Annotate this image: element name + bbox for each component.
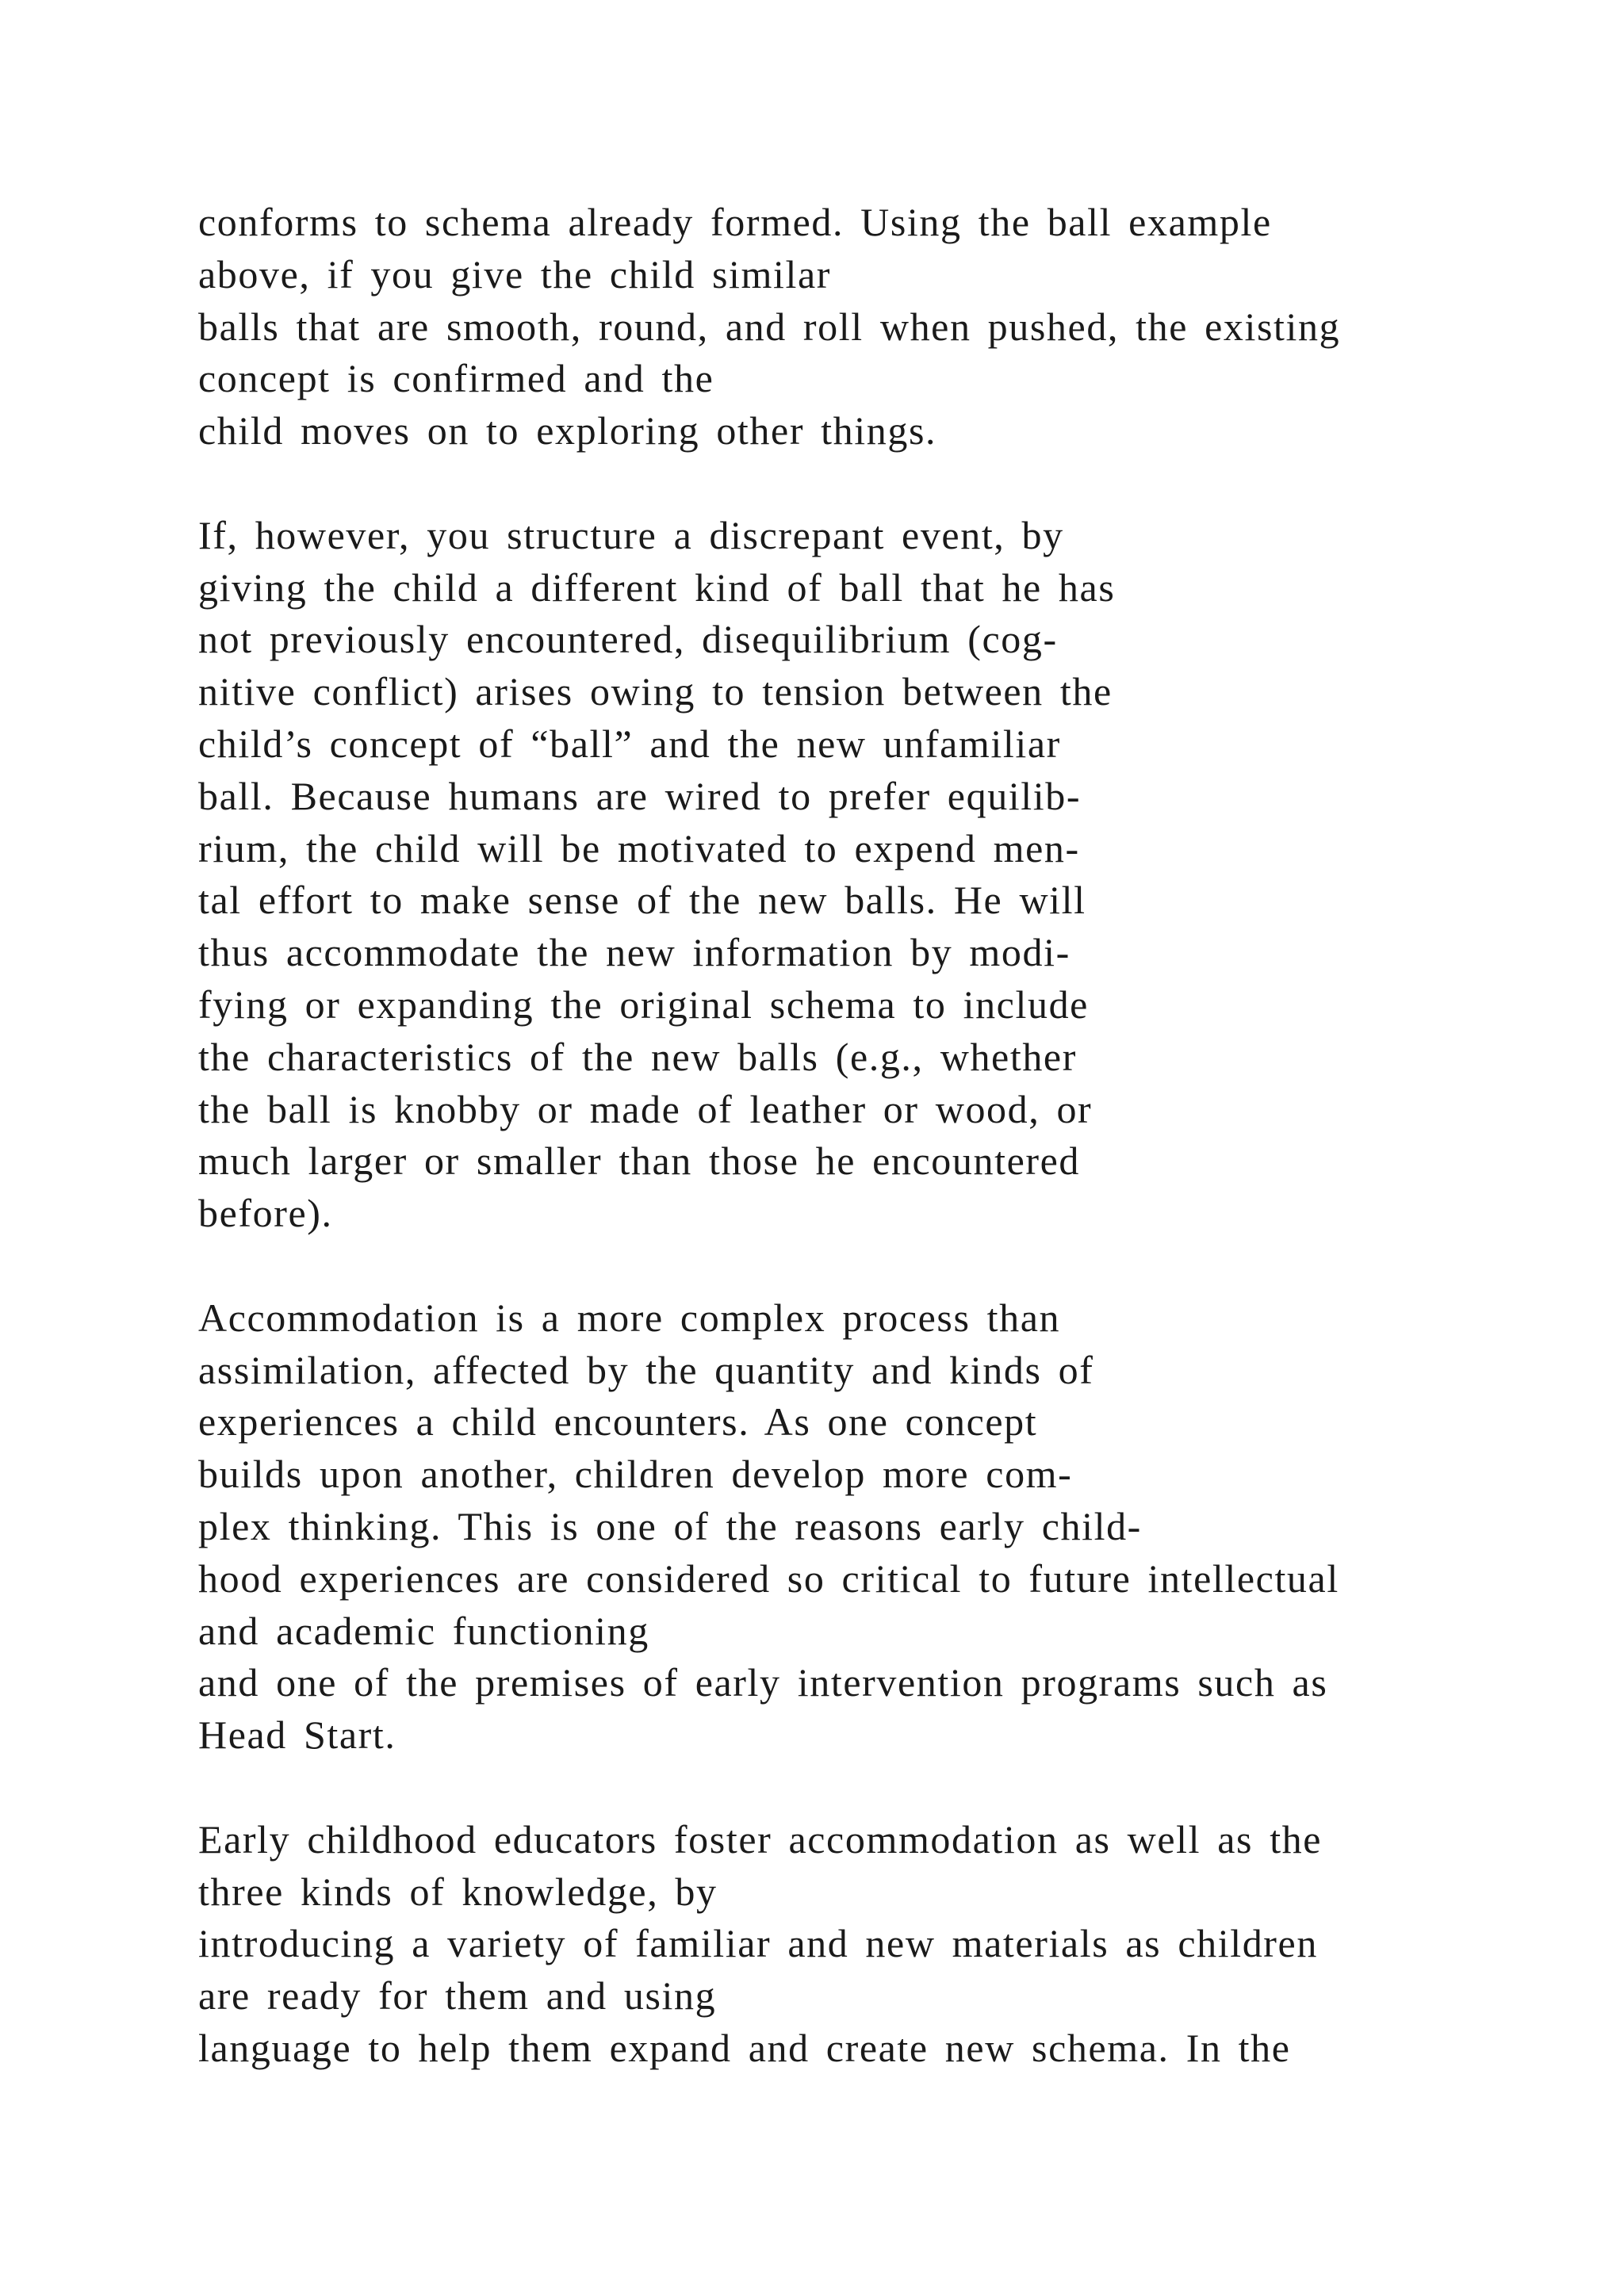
- paragraph-2: [198, 510, 1507, 1240]
- paragraph-3: [198, 1292, 1507, 1762]
- text-line: introducing a variety of familiar and new materials as children: [198, 1921, 1318, 1966]
- text-line: Head Start.: [198, 1712, 396, 1758]
- text-line: and one of the premises of early intervention programs such as: [198, 1660, 1328, 1705]
- paragraph-spacer: [198, 457, 1507, 510]
- text-line: rium, the child will be motivated to expend men-: [198, 825, 1080, 871]
- text-line: three kinds of knowledge, by: [198, 1869, 718, 1914]
- paragraph-spacer: [198, 1240, 1507, 1292]
- text-line: child’s concept of “ball” and the new unfamiliar: [198, 721, 1061, 766]
- text-line: If, however, you structure a discrepant event, by: [198, 512, 1064, 557]
- text-line: builds upon another, children develop more com-: [198, 1452, 1073, 1497]
- text-line: hood experiences are considered so critical to future intellectual: [198, 1556, 1339, 1601]
- body-text: [198, 197, 1507, 2075]
- text-line: balls that are smooth, round, and roll when pushed, the existing: [198, 304, 1341, 349]
- text-line: much larger or smaller than those he encountered: [198, 1138, 1081, 1184]
- text-line: and academic functioning: [198, 1608, 649, 1653]
- text-line: not previously encountered, disequilibrium (cog-: [198, 617, 1058, 662]
- text-line: assimilation, affected by the quantity and kinds of: [198, 1347, 1094, 1392]
- paragraph-4: [198, 1814, 1507, 2075]
- paragraph-spacer: [198, 1762, 1507, 1814]
- text-line: conforms to schema already formed. Using the ball example: [198, 200, 1272, 244]
- text-line: above, if you give the child similar: [198, 251, 832, 297]
- text-line: are ready for them and using: [198, 1973, 717, 2019]
- text-line: ball. Because humans are wired to prefer equilib-: [198, 773, 1082, 818]
- text-line: Accommodation is a more complex process than: [198, 1295, 1061, 1340]
- paragraph-1: [198, 197, 1507, 457]
- text-line: plex thinking. This is one of the reasons early child-: [198, 1503, 1142, 1548]
- text-line: thus accommodate the new information by modi-: [198, 930, 1071, 975]
- text-line: experiences a child encounters. As one concept: [198, 1399, 1038, 1445]
- text-line: language to help them expand and create new schema. In the: [198, 2025, 1291, 2070]
- text-line: child moves on to exploring other things.: [198, 408, 937, 453]
- text-line: the ball is knobby or made of leather or wood, or: [198, 1086, 1093, 1131]
- text-line: the characteristics of the new balls (e.g., whether: [198, 1034, 1077, 1079]
- text-line: before).: [198, 1191, 333, 1236]
- text-line: nitive conflict) arises owing to tension between the: [198, 669, 1113, 714]
- text-line: fying or expanding the original schema to include: [198, 982, 1089, 1027]
- text-line: giving the child a different kind of ball that he has: [198, 564, 1116, 610]
- text-line: Early childhood educators foster accommodation as well as the: [198, 1816, 1323, 1862]
- text-line: concept is confirmed and the: [198, 356, 714, 401]
- text-line: tal effort to make sense of the new balls. He will: [198, 878, 1086, 923]
